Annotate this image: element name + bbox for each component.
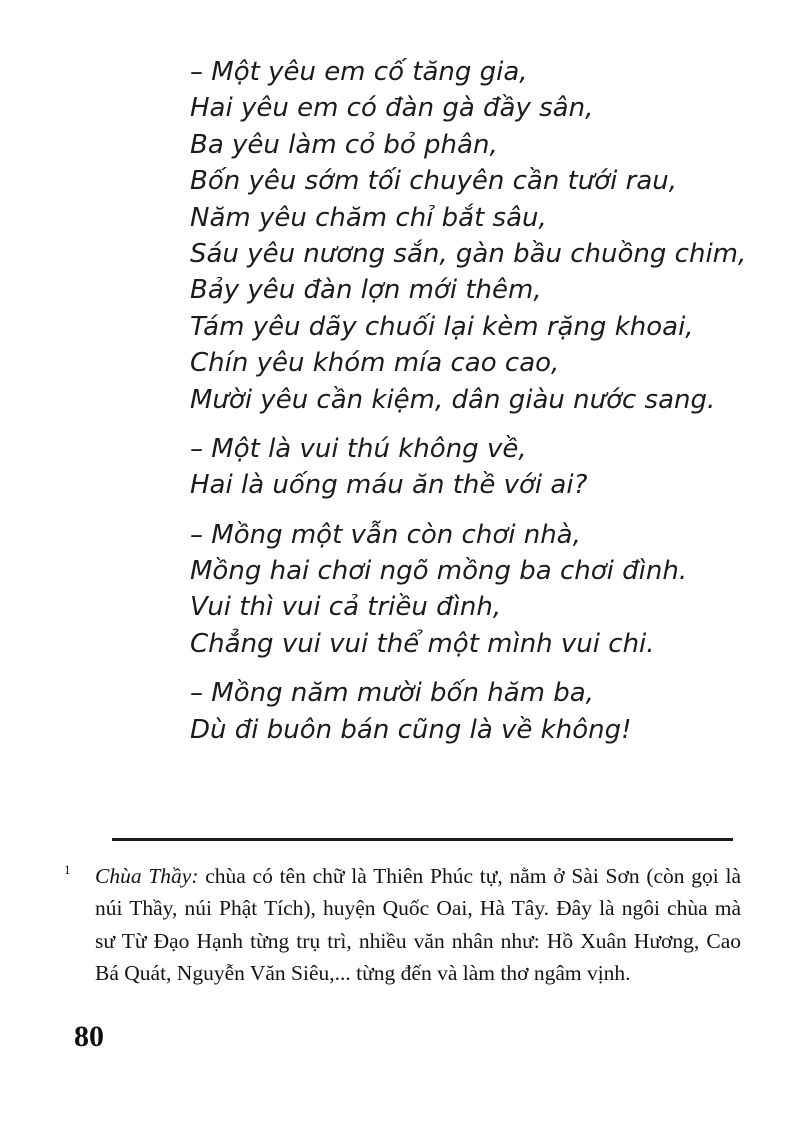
footnote-term: Chùa Thầy: xyxy=(95,864,199,888)
page-number: 80 xyxy=(74,1020,104,1053)
footnote-marker: 1 xyxy=(64,862,71,877)
poem-line: – Một yêu em cố tăng gia, xyxy=(190,57,528,87)
poem-line: Mồng hai chơi ngõ mồng ba chơi đình. xyxy=(190,556,688,587)
poem-line: Chẳng vui vui thể một mình vui chi. xyxy=(190,628,655,659)
poem-line: – Một là vui thú không về, xyxy=(190,433,527,464)
poem-line: Ba yêu làm cỏ bỏ phân, xyxy=(190,129,498,160)
poem-stanza-4 xyxy=(190,675,746,748)
poem-line: Mười yêu cần kiệm, dân giàu nước sang. xyxy=(190,384,716,415)
poem-line: Bốn yêu sớm tối chuyên cần tưới rau, xyxy=(190,166,678,197)
footnote xyxy=(64,860,741,990)
footnote-divider xyxy=(112,838,733,841)
poem-line: Vui thì vui cả triều đình, xyxy=(190,592,502,623)
poem-stanza-1 xyxy=(190,54,746,418)
poem-line: Hai là uống máu ăn thề với ai? xyxy=(190,470,588,501)
poem-line: – Mồng một vẫn còn chơi nhà, xyxy=(190,519,581,550)
footnote-body: chùa có tên chữ là Thiên Phúc tự, nằm ở Sài Sơn (còn gọi là núi Thầy, núi Phật Tích), huyện Quốc Oai, Hà Tây. Đây là ngôi chùa mà sư Từ Đạo Hạnh từng trụ trì, nhiều văn nhân như: Hồ Xuân Hương, Cao Bá Quát, Nguyễn Văn Siêu,... từng đến và làm thơ ngâm vịnh. xyxy=(95,864,741,986)
poem-line: Hai yêu em có đàn gà đầy sân, xyxy=(190,93,594,124)
poem-stanza-3 xyxy=(190,517,746,663)
poem-line: Bảy yêu đàn lợn mới thêm, xyxy=(190,275,542,306)
poem-line: Năm yêu chăm chỉ bắt sâu, xyxy=(190,202,547,233)
poem-line: Dù đi buôn bán cũng là về không! xyxy=(190,714,632,745)
footnote-text xyxy=(95,860,741,990)
poem-line: – Mồng năm mười bốn hăm ba, xyxy=(190,678,594,709)
poem xyxy=(190,54,746,761)
poem-stanza-2 xyxy=(190,431,746,504)
poem-line: Sáu yêu nương sắn, gàn bầu chuồng chim, xyxy=(190,238,747,269)
poem-line: Chín yêu khóm mía cao cao, xyxy=(190,348,560,379)
poem-line: Tám yêu dãy chuối lại kèm rặng khoai, xyxy=(190,311,694,342)
